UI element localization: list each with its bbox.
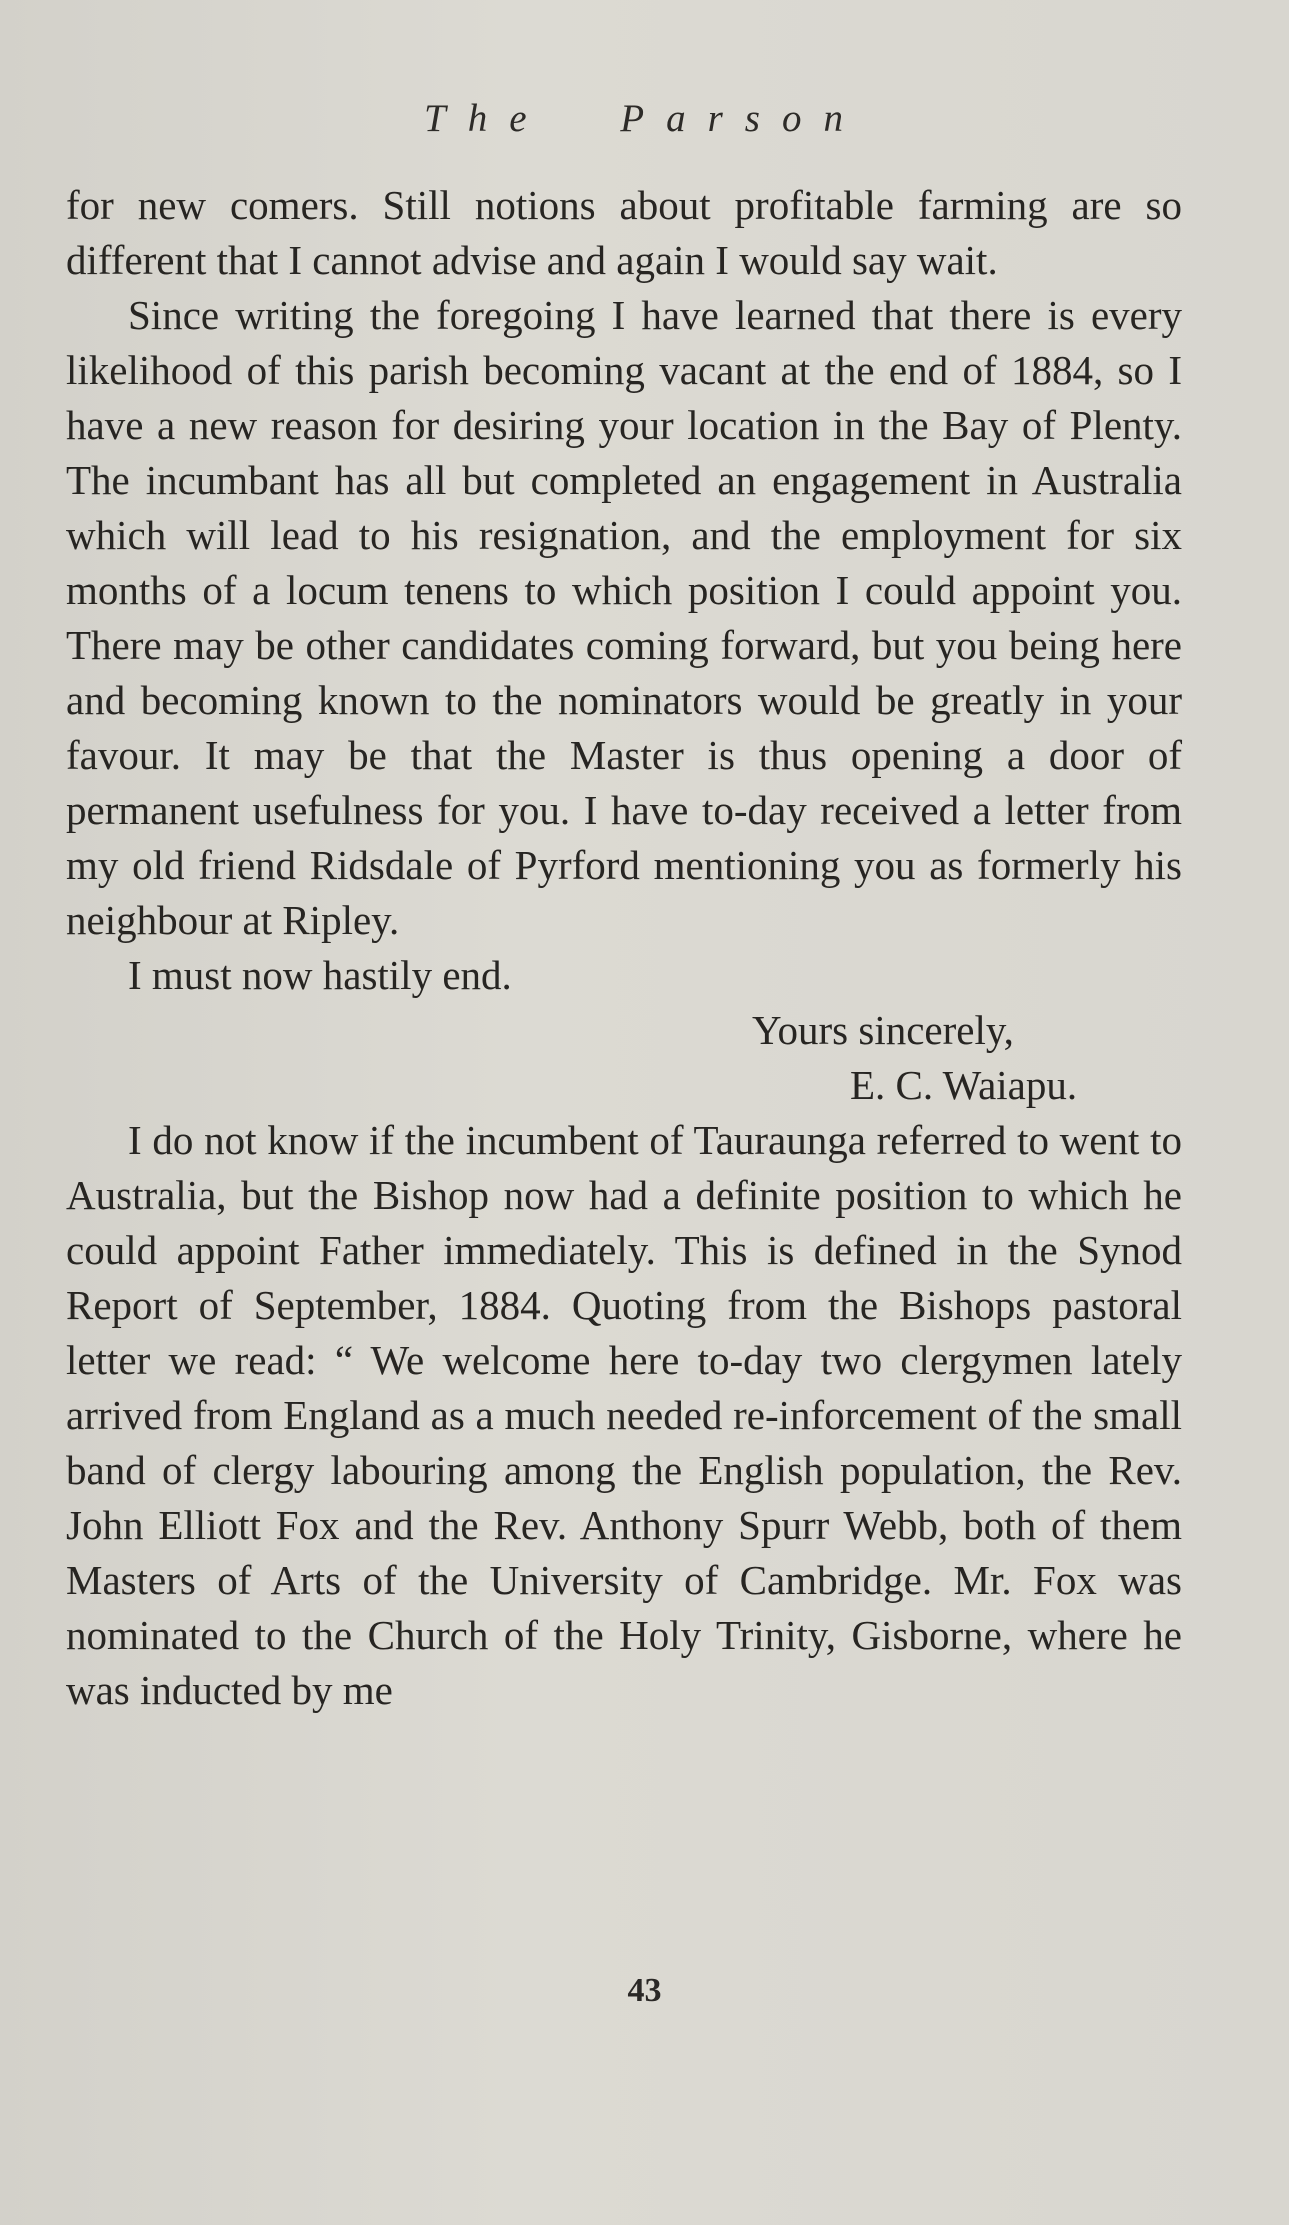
running-head: The Parson [424, 97, 865, 140]
letter-closing: Yours sincerely, [752, 1007, 1014, 1053]
letter-signature: E. C. Waiapu. [850, 1062, 1078, 1108]
page-number: 43 [627, 1972, 662, 2009]
paragraph-continued: for new comers. Still notions about profitable farming are so different that I cannot advise and again I would say wait. [66, 182, 1182, 283]
paragraph-synod-report: I do not know if the incumbent of Taurаunga referred to went to Australia, but the Bishop now had a definite position to which he could appoint Father immediately. This is defined in the Synod Report of September, 1884. Quoting from the Bishops pastoral letter we read: “ We welcome here to-day two clergymen lately arrived from England as a much needed re-inforcement of the small band of clergy labouring among the English population, the Rev. John Elliott Fox and the Rev. Anthony Spurr Webb, both of them Masters of Arts of the University of Cambridge. Mr. Fox was nominated to the Church of the Holy Trinity, Gisborne, where he was inducted by me [66, 1117, 1182, 1713]
body-text [66, 178, 1182, 1718]
paragraph-hastily-end: I must now hastily end. [128, 952, 512, 998]
paragraph-parish-vacancy: Since writing the foregoing I have learned that there is every likelihood of this parish becoming vacant at the end of 1884, so I have a new reason for desiring your location in the Bay of Plenty. The incumbant has all but completed an engagement in Australia which will lead to his resignation, and the employment for six months of a locum tenens to which position I could appoint you. There may be other candidates coming forward, but you being here and becoming known to the nominators would be greatly in your favour. It may be that the Master is thus opening a door of permanent usefulness for you. I have to-day received a letter from my old friend Ridsdale of Pyrford mentioning you as formerly his neighbour at Ripley. [66, 292, 1182, 943]
